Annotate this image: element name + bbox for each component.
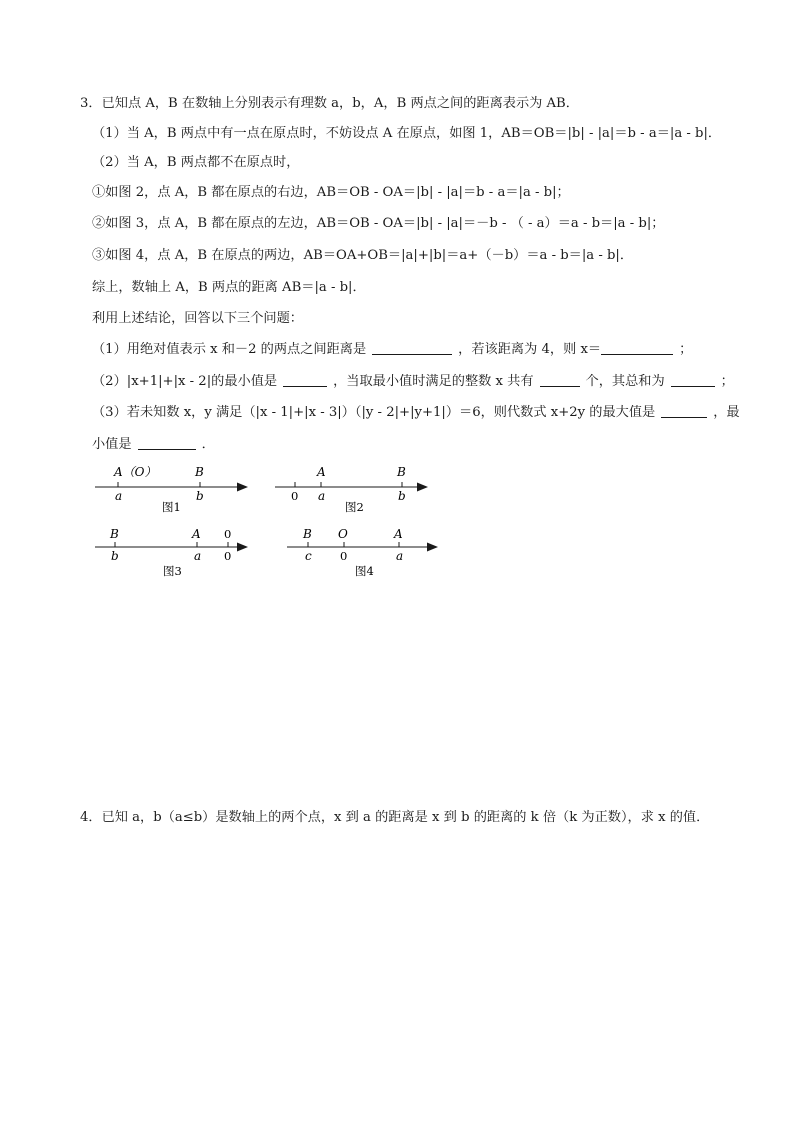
label-0: 0: [340, 549, 348, 563]
label-O: O: [338, 527, 348, 541]
q3-intro: 利用上述结论，回答以下三个问题：: [92, 311, 303, 326]
label-a: a: [194, 549, 202, 563]
arrow-head-icon: [427, 543, 438, 552]
q3-sub3: ③如图 4，点 A，B 在原点的两边，AB＝OA+OB＝|a|+|b|＝a+（－b）＝a - b＝|a - b|．: [92, 248, 634, 263]
q3-problem-3: [92, 405, 740, 421]
label-a: a: [396, 549, 404, 563]
caption-fig2: 图2: [345, 500, 364, 514]
caption-fig1: 图1: [162, 500, 181, 514]
p3-text-c: 小值是: [92, 437, 132, 452]
p1-text-a: （1）用绝对值表示 x 和－2 的两点之间距离是: [92, 342, 367, 357]
label-b: b: [196, 489, 204, 503]
q3-summary: 综上，数轴上 A，B 两点的距离 AB＝|a - b|．: [92, 280, 366, 295]
answer-blank-6[interactable]: [661, 405, 707, 418]
p3-text-d: ．: [201, 437, 215, 452]
label-b: b: [398, 489, 406, 503]
answer-blank-5[interactable]: [671, 374, 715, 387]
p1-text-c: ；: [679, 342, 693, 357]
label-B: B: [303, 527, 312, 541]
label-c: c: [305, 549, 312, 563]
caption-fig4: 图4: [355, 564, 374, 578]
p2-text-a: （2）|x+1|+|x - 2|的最小值是: [92, 374, 278, 389]
answer-blank-7[interactable]: [138, 437, 196, 450]
label-0-top: 0: [224, 527, 232, 541]
arrow-head-icon: [417, 483, 428, 492]
p2-text-c: 个，其总和为: [585, 374, 665, 389]
label-0: 0: [224, 549, 232, 563]
arrow-head-icon: [237, 483, 248, 492]
label-b: b: [111, 549, 119, 563]
figure-4: [282, 522, 447, 582]
answer-blank-4[interactable]: [540, 374, 580, 387]
label-0: 0: [291, 489, 299, 503]
p1-text-b: ，若该距离为 4，则 x＝: [458, 342, 602, 357]
arrow-head-icon: [237, 543, 248, 552]
figure-3: [90, 522, 255, 582]
figure-2: [270, 460, 435, 520]
label-A-O: A（O）: [114, 465, 157, 479]
p3-text-b: ，最: [713, 405, 740, 420]
label-B: B: [110, 527, 119, 541]
answer-blank-2[interactable]: [601, 342, 673, 355]
q3-sub2: ②如图 3，点 A，B 都在原点的左边，AB＝OB - OA＝|b| - |a|＝－b - （ - a）＝a - b＝|a - b|；: [92, 216, 665, 231]
figure-1: [90, 460, 255, 520]
q3-stem: 3．已知点 A，B 在数轴上分别表示有理数 a，b，A，B 两点之间的距离表示为 AB．: [80, 96, 579, 111]
q3-problem-2: [92, 374, 734, 390]
q3-problem-3-cont: [92, 437, 215, 453]
p3-text-a: （3）若未知数 x，y 满足（|x - 1|+|x - 3|）（|y - 2|+|y+1|）＝6，则代数式 x+2y 的最大值是: [92, 405, 656, 420]
q3-case2: （2）当 A，B 两点都不在原点时，: [92, 155, 300, 170]
p2-text-b: ，当取最小值时满足的整数 x 共有: [333, 374, 534, 389]
q4-text: 4．已知 a，b（a≤b）是数轴上的两个点，x 到 a 的距离是 x 到 b 的距离的 k 倍（k 为正数），求 x 的值．: [80, 810, 710, 825]
q3-case1: （1）当 A，B 两点中有一点在原点时，不妨设点 A 在原点，如图 1，AB＝OB＝|b| - |a|＝b - a＝|a - b|．: [92, 126, 722, 141]
q3-problem-1: [92, 342, 692, 358]
answer-blank-3[interactable]: [283, 374, 327, 387]
q3-sub1: ①如图 2，点 A，B 都在原点的右边，AB＝OB - OA＝|b| - |a|＝b - a＝|a - b|；: [92, 185, 570, 200]
label-B: B: [195, 465, 204, 479]
label-A: A: [317, 465, 326, 479]
label-A: A: [192, 527, 201, 541]
answer-blank-1[interactable]: [372, 342, 452, 355]
label-a: a: [318, 489, 326, 503]
label-B: B: [397, 465, 406, 479]
label-a: a: [115, 489, 123, 503]
label-A: A: [394, 527, 403, 541]
p2-text-d: ；: [720, 374, 734, 389]
caption-fig3: 图3: [163, 564, 182, 578]
